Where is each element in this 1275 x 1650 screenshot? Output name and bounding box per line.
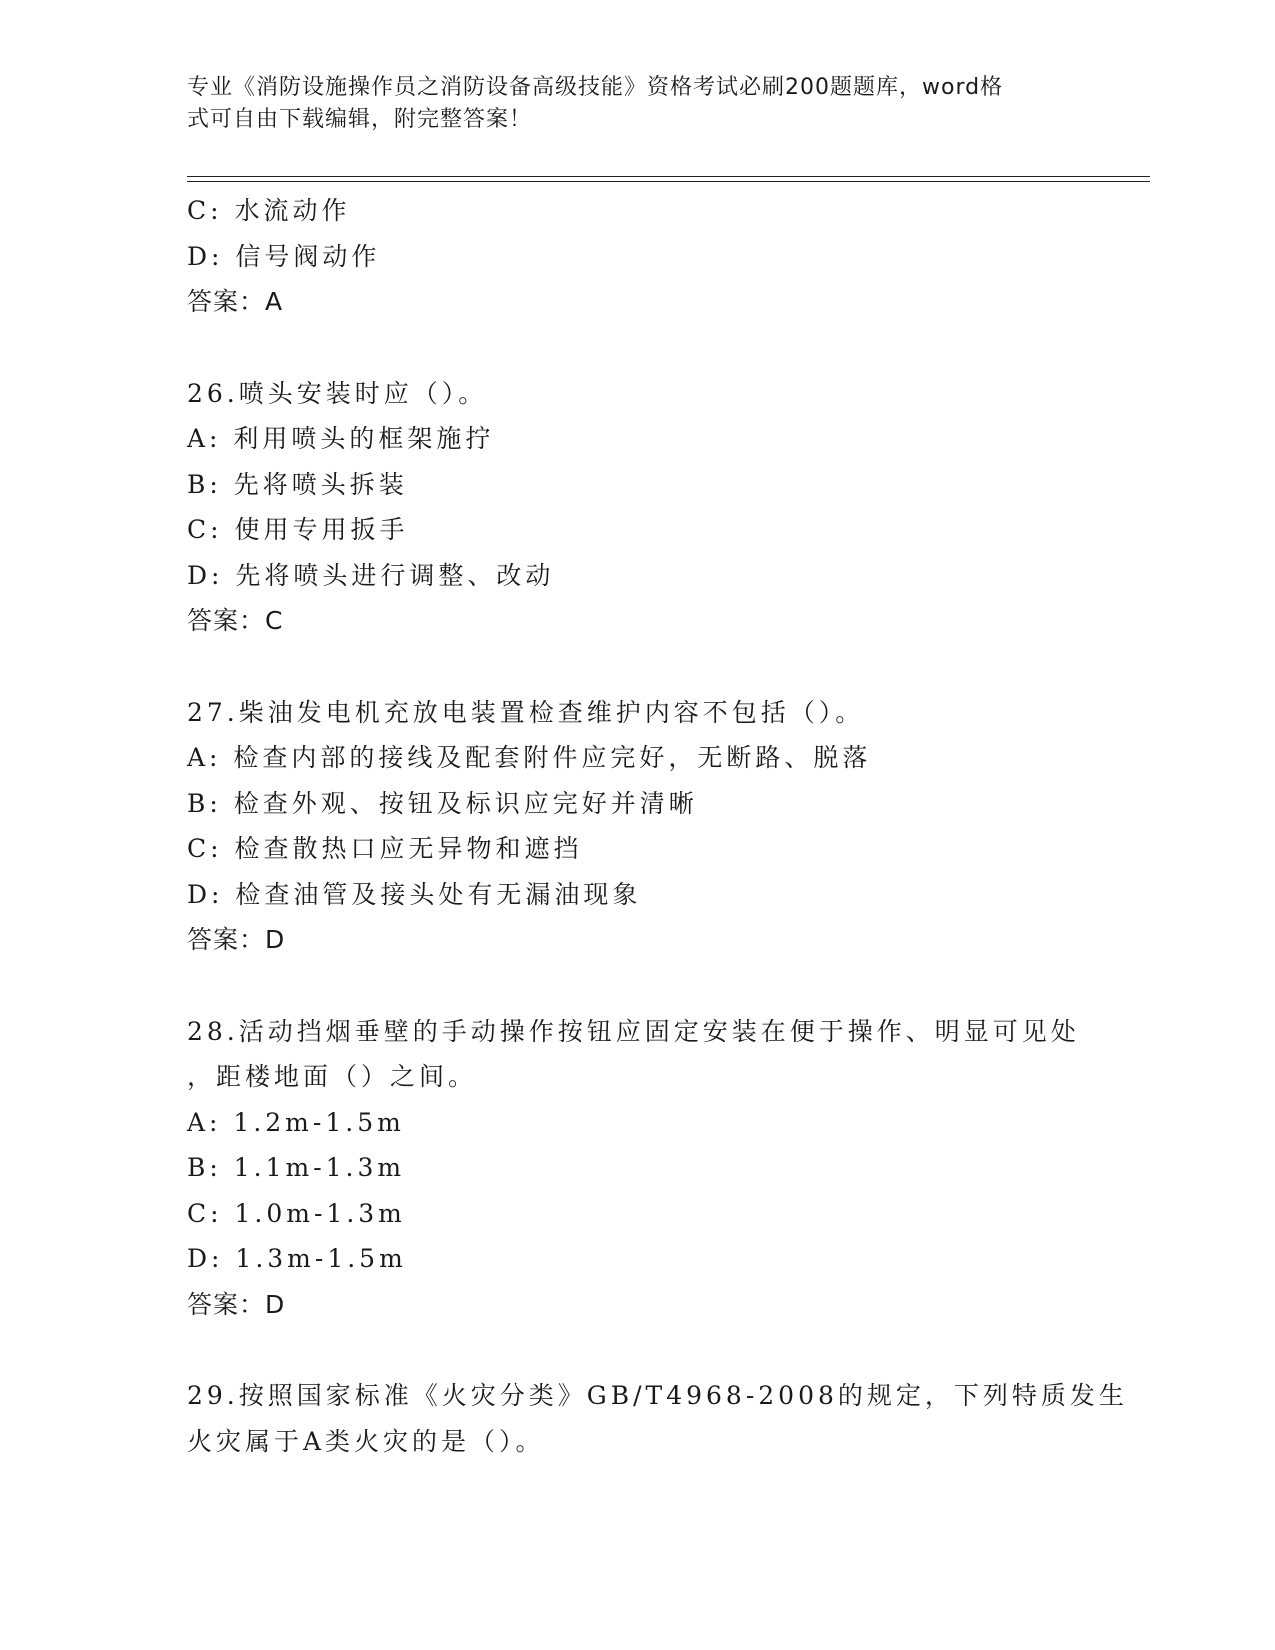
option-d: D: 先将喷头进行调整、改动 [187, 560, 555, 590]
option-c: C: 使用专用扳手 [187, 515, 409, 544]
option-d: D: 信号阀动作 [187, 241, 381, 271]
option-d: D: 检查油管及接头处有无漏油现象 [187, 879, 642, 909]
spacer [187, 644, 1087, 690]
question-text-continued: 火灾属于A类火灾的是（）。 [187, 1426, 545, 1456]
answer-line: 答案：D [187, 1289, 286, 1319]
question-25-continued [187, 188, 1087, 325]
answer-line: 答案：C [187, 606, 284, 635]
header-line-2: 式可自由下载编辑，附完整答案！ [187, 107, 533, 132]
question-text: 28.活动挡烟垂壁的手动操作按钮应固定安装在便于操作、明显可见处 [187, 1016, 1080, 1046]
document-header [187, 72, 1067, 136]
question-text: 26.喷头安装时应（）。 [187, 378, 488, 408]
header-line-1: 专业《消防设施操作员之消防设备高级技能》资格考试必刷200题题库，word格 [187, 75, 1004, 100]
option-a: A: 检查内部的接线及配套附件应完好，无断路、脱落 [187, 743, 872, 772]
option-d: D: 1.3m-1.5m [187, 1244, 407, 1273]
question-29 [187, 1373, 1128, 1464]
option-c: C: 1.0m-1.3m [187, 1198, 406, 1228]
header-divider-bottom [187, 181, 1150, 182]
question-text: 27.柴油发电机充放电装置检查维护内容不包括（）。 [187, 697, 865, 727]
option-b: B: 检查外观、按钮及标识应完好并清晰 [187, 788, 698, 818]
option-c: C: 水流动作 [187, 196, 351, 225]
option-a: A: 利用喷头的框架施拧 [187, 424, 495, 453]
option-c: C: 检查散热口应无异物和遮挡 [187, 834, 583, 863]
question-27 [187, 690, 1087, 963]
header-divider-top [187, 176, 1150, 177]
answer-line: 答案：A [187, 287, 284, 316]
question-text: 29.按照国家标准《火灾分类》GB/T4968-2008的规定，下列特质发生 [187, 1381, 1128, 1410]
question-26 [187, 371, 1087, 644]
option-b: B: 先将喷头拆装 [187, 469, 408, 499]
spacer [187, 325, 1087, 371]
spacer [187, 1327, 1087, 1373]
option-a: A: 1.2m-1.5m [187, 1107, 405, 1137]
question-28 [187, 1009, 1087, 1328]
question-text-continued: ，距楼地面（）之间。 [187, 1062, 478, 1091]
question-list [187, 188, 1128, 1464]
spacer [187, 963, 1087, 1009]
option-b: B: 1.1m-1.3m [187, 1153, 406, 1182]
answer-line: 答案：D [187, 925, 286, 954]
